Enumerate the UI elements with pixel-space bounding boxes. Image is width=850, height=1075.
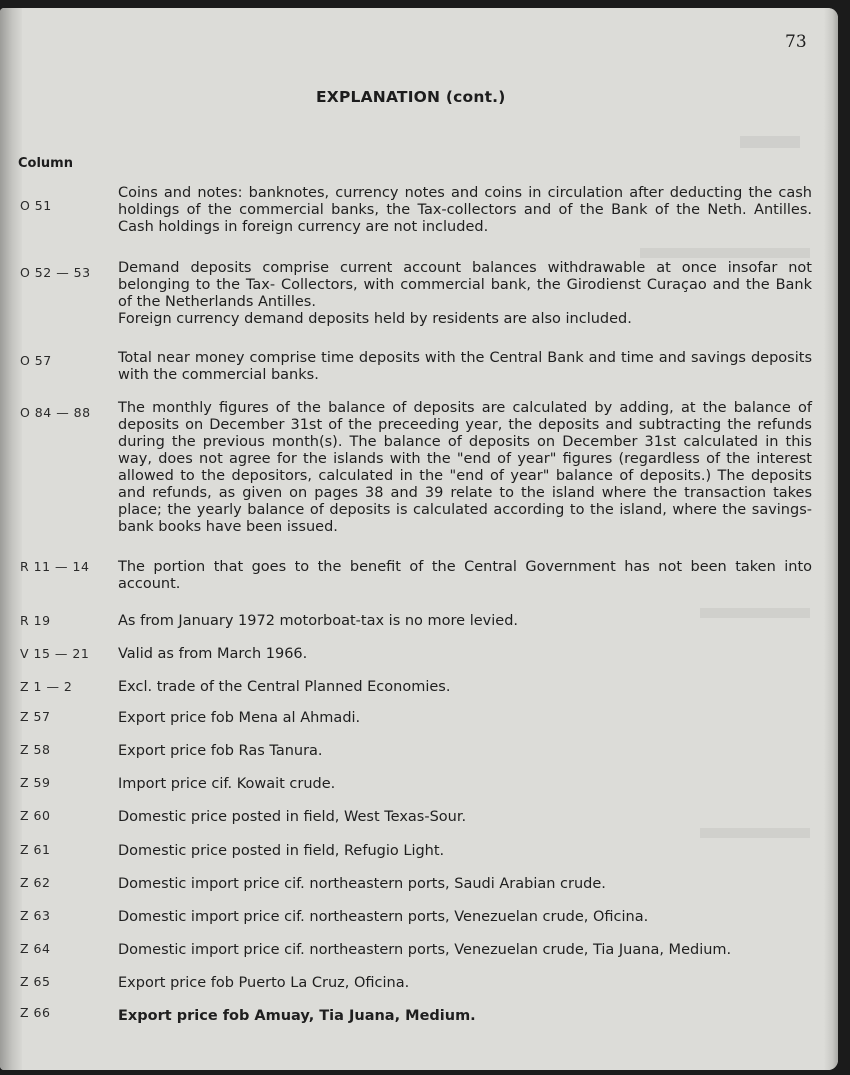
entry-text: Import price cif. Kowait crude. bbox=[118, 776, 336, 792]
show-through-decoration bbox=[640, 248, 810, 258]
entry-description bbox=[118, 710, 812, 727]
entry-text: Excl. trade of the Central Planned Economies. bbox=[118, 679, 451, 695]
entry-description bbox=[118, 975, 812, 992]
entry-text: Domestic price posted in field, Refugio Light. bbox=[118, 843, 445, 859]
entry-code: Z 58 bbox=[20, 742, 51, 757]
entry-code: Z 66 bbox=[20, 1005, 51, 1020]
entry-code: O 84 — 88 bbox=[20, 405, 91, 420]
entry-code: O 57 bbox=[20, 353, 52, 368]
entry-text: The monthly figures of the balance of deposits are calculated by adding, at the balance of deposits on December 31st of the preceeding year, the deposits and subtracting the refunds during the previous month(s). The balance of deposits on December 31st calculated in this way, does not agree for the islands with the "end of year" figures (regardless of the interest allowed to the depositors, calculated in the "end of year" balance of deposits.) The deposits and refunds, as given on pages 38 and 39 relate to the island where the transaction takes place; the yearly balance of deposits is calculated according to the island, where the savings-bank books have been issued. bbox=[118, 400, 812, 535]
entry-description bbox=[118, 679, 812, 696]
column-header: Column bbox=[18, 156, 73, 171]
page-title: EXPLANATION (cont.) bbox=[316, 88, 506, 106]
entry-description bbox=[118, 185, 812, 236]
entry-code: Z 57 bbox=[20, 709, 51, 724]
show-through-decoration bbox=[700, 828, 810, 838]
entry-description bbox=[118, 400, 812, 536]
page-number: 73 bbox=[785, 32, 807, 52]
page-edge-shadow bbox=[824, 8, 838, 1070]
entry-description bbox=[118, 260, 812, 328]
entry-text: As from January 1972 motorboat-tax is no more levied. bbox=[118, 613, 519, 629]
entry-text: Foreign currency demand deposits held by residents are also included. bbox=[118, 311, 632, 327]
entry-code: O 51 bbox=[20, 198, 52, 213]
entry-text: Total near money comprise time deposits with the Central Bank and time and savings deposits with the commercial banks. bbox=[118, 350, 812, 383]
entry-description bbox=[118, 350, 812, 384]
entry-description bbox=[118, 809, 812, 826]
entry-code: Z 63 bbox=[20, 908, 51, 923]
entry-description bbox=[118, 646, 812, 663]
entry-code: V 15 — 21 bbox=[20, 646, 90, 661]
entry-code: Z 59 bbox=[20, 775, 51, 790]
entry-description bbox=[118, 909, 812, 926]
entry-description bbox=[118, 559, 812, 593]
entry-description bbox=[118, 743, 812, 760]
entry-text: Domestic import price cif. northeastern ports, Venezuelan crude, Oficina. bbox=[118, 909, 649, 925]
entry-description bbox=[118, 942, 812, 959]
entry-text: The portion that goes to the benefit of the Central Government has not been taken into account. bbox=[118, 559, 812, 592]
entry-text: Domestic import price cif. northeastern ports, Saudi Arabian crude. bbox=[118, 876, 606, 892]
entry-text: Export price fob Ras Tanura. bbox=[118, 743, 323, 759]
entry-code: Z 62 bbox=[20, 875, 51, 890]
entry-description bbox=[118, 1008, 812, 1025]
entry-code: Z 64 bbox=[20, 941, 51, 956]
entry-code: Z 61 bbox=[20, 842, 51, 857]
entry-text: Export price fob Puerto La Cruz, Oficina. bbox=[118, 975, 410, 991]
entry-text: Coins and notes: banknotes, currency notes and coins in circulation after deducting the cash holdings of the commercial banks, the Tax-collectors and of the Bank of the Neth. Antilles. Cash holdings in foreign currency are not included. bbox=[118, 185, 812, 235]
entry-text: Demand deposits comprise current account balances withdrawable at once insofar not belonging to the Tax- Collectors, with commercial bank, the Girodienst Curaçao and the Bank of the Netherlands Antilles. bbox=[118, 260, 812, 310]
entry-code: O 52 — 53 bbox=[20, 265, 91, 280]
document-page bbox=[0, 8, 838, 1070]
entry-code: Z 1 — 2 bbox=[20, 679, 73, 694]
show-through-decoration bbox=[740, 136, 800, 148]
entry-text: Domestic import price cif. northeastern ports, Venezuelan crude, Tia Juana, Medium. bbox=[118, 942, 732, 958]
entry-description bbox=[118, 613, 812, 630]
entry-description bbox=[118, 876, 812, 893]
entry-code: Z 65 bbox=[20, 974, 51, 989]
entry-description bbox=[118, 776, 812, 793]
entry-code: R 11 — 14 bbox=[20, 559, 90, 574]
entry-text: Valid as from March 1966. bbox=[118, 646, 308, 662]
entry-text: Export price fob Amuay, Tia Juana, Medium. bbox=[118, 1008, 476, 1024]
entry-description bbox=[118, 843, 812, 860]
entry-code: Z 60 bbox=[20, 808, 51, 823]
entry-text: Domestic price posted in field, West Texas-Sour. bbox=[118, 809, 467, 825]
entry-text: Export price fob Mena al Ahmadi. bbox=[118, 710, 361, 726]
entry-code: R 19 bbox=[20, 613, 51, 628]
